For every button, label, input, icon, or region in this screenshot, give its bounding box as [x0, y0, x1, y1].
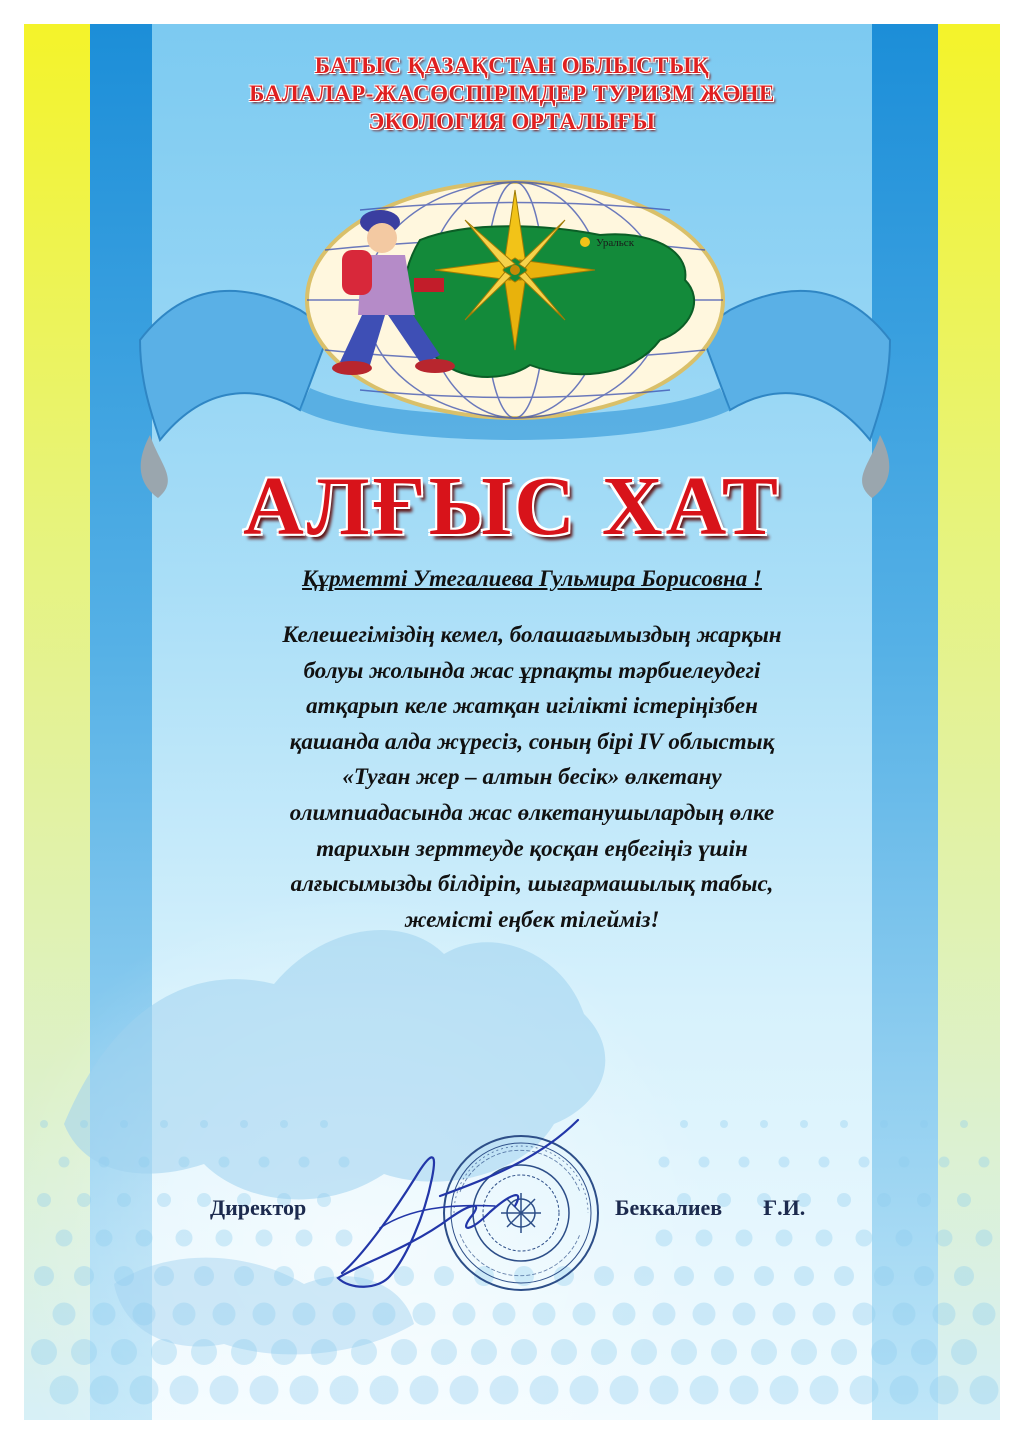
gratitude-line: Келешегіміздің кемел, болашағымыздың жарқын: [282, 622, 782, 647]
org-name-line-1: БАТЫС ҚАЗАҚСТАН ОБЛЫСТЫҚ: [314, 53, 710, 78]
halftone-dot: [253, 1303, 276, 1326]
halftone-dot: [751, 1339, 777, 1365]
halftone-dot: [613, 1303, 636, 1326]
gratitude-line: олимпиадасында жас өлкетанушылардың өлке: [289, 799, 775, 825]
halftone-dot: [573, 1303, 596, 1326]
halftone-dot: [819, 1157, 830, 1168]
halftone-dot: [293, 1303, 316, 1326]
halftone-dot: [659, 1157, 670, 1168]
halftone-dot: [391, 1339, 417, 1365]
halftone-dot: [530, 1376, 559, 1405]
halftone-dot: [256, 1230, 273, 1247]
halftone-dot: [690, 1376, 719, 1405]
halftone-dot: [173, 1303, 196, 1326]
halftone-dot: [296, 1230, 313, 1247]
halftone-dot: [80, 1120, 88, 1128]
halftone-dot: [877, 1193, 891, 1207]
handwritten-signature: [320, 1108, 590, 1298]
halftone-dot: [133, 1303, 156, 1326]
halftone-dot: [859, 1157, 870, 1168]
director-initials: Ғ.И.: [763, 1195, 806, 1220]
halftone-dot: [160, 1120, 168, 1128]
halftone-dot: [157, 1193, 171, 1207]
gratitude-line: болуы жолында жас ұрпақты тәрбиелеудегі: [303, 657, 761, 683]
halftone-dot: [471, 1339, 497, 1365]
gratitude-text: [0, 617, 1024, 937]
halftone-dot: [671, 1339, 697, 1365]
halftone-dot: [853, 1303, 876, 1326]
halftone-dot: [837, 1193, 851, 1207]
halftone-dot: [773, 1303, 796, 1326]
halftone-dot: [71, 1339, 97, 1365]
halftone-dot: [800, 1120, 808, 1128]
gratitude-line: қашанда алда жүресіз, соның бірі IV облыстық: [289, 728, 775, 754]
halftone-dot: [770, 1376, 799, 1405]
halftone-dot: [333, 1303, 356, 1326]
halftone-dot: [413, 1303, 436, 1326]
halftone-dot: [56, 1230, 73, 1247]
org-name-line-2: БАЛАЛАР-ЖАСӨСПІРІМДЕР ТУРИЗМ ЖӘНЕ: [249, 81, 775, 106]
halftone-dot: [179, 1157, 190, 1168]
halftone-dot: [280, 1120, 288, 1128]
halftone-dot: [920, 1120, 928, 1128]
ribbon-left: [140, 291, 330, 440]
halftone-dot: [951, 1339, 977, 1365]
halftone-dot: [840, 1120, 848, 1128]
halftone-dot: [299, 1157, 310, 1168]
halftone-dot: [271, 1339, 297, 1365]
halftone-dot: [40, 1120, 48, 1128]
halftone-dot: [290, 1376, 319, 1405]
halftone-dot: [410, 1376, 439, 1405]
halftone-dot: [871, 1339, 897, 1365]
halftone-dot: [634, 1266, 654, 1286]
halftone-dot: [231, 1339, 257, 1365]
gratitude-line: алғысымызды білдіріп, шығармашылық табыс,: [290, 871, 774, 897]
halftone-dot: [816, 1230, 833, 1247]
halftone-dot: [240, 1120, 248, 1128]
halftone-dot: [976, 1230, 993, 1247]
gratitude-line: «Туған жер – алтын бесік» өлкетану: [342, 764, 722, 790]
halftone-dot: [490, 1376, 519, 1405]
halftone-dot: [120, 1120, 128, 1128]
halftone-dot: [754, 1266, 774, 1286]
halftone-dot: [50, 1376, 79, 1405]
halftone-dot: [90, 1376, 119, 1405]
halftone-dot: [59, 1157, 70, 1168]
halftone-dot: [957, 1193, 971, 1207]
halftone-dot: [939, 1157, 950, 1168]
halftone-dot: [693, 1303, 716, 1326]
halftone-dot: [130, 1376, 159, 1405]
halftone-dot: [450, 1376, 479, 1405]
halftone-dot: [259, 1157, 270, 1168]
halftone-dot: [453, 1303, 476, 1326]
halftone-dot: [813, 1303, 836, 1326]
halftone-dot: [37, 1193, 51, 1207]
halftone-dot: [114, 1266, 134, 1286]
halftone-dot: [856, 1230, 873, 1247]
halftone-dot: [933, 1303, 956, 1326]
halftone-dot: [117, 1193, 131, 1207]
halftone-dot: [210, 1376, 239, 1405]
halftone-dot: [760, 1120, 768, 1128]
halftone-dot: [779, 1157, 790, 1168]
halftone-dot: [234, 1266, 254, 1286]
halftone-dot: [650, 1376, 679, 1405]
director-surname: Беккалиев: [615, 1195, 723, 1220]
halftone-dot: [373, 1303, 396, 1326]
halftone-dot: [34, 1266, 54, 1286]
halftone-dot: [631, 1339, 657, 1365]
halftone-dot: [911, 1339, 937, 1365]
halftone-dot: [213, 1303, 236, 1326]
halftone-dot: [493, 1303, 516, 1326]
director-label: Директор: [210, 1195, 307, 1220]
halftone-dot: [880, 1120, 888, 1128]
halftone-dot: [733, 1303, 756, 1326]
halftone-dot: [53, 1303, 76, 1326]
halftone-dot: [973, 1303, 996, 1326]
city-dot: [580, 237, 590, 247]
halftone-dot: [197, 1193, 211, 1207]
halftone-dot: [699, 1157, 710, 1168]
halftone-dot: [219, 1157, 230, 1168]
halftone-dot: [896, 1230, 913, 1247]
halftone-dot: [850, 1376, 879, 1405]
halftone-dot: [810, 1376, 839, 1405]
halftone-dot: [96, 1230, 113, 1247]
org-name-line-3: ЭКОЛОГИЯ ОРТАЛЫҒЫ: [368, 109, 656, 134]
halftone-dot: [570, 1376, 599, 1405]
halftone-dot: [74, 1266, 94, 1286]
halftone-dot: [899, 1157, 910, 1168]
halftone-dot: [139, 1157, 150, 1168]
halftone-dot: [653, 1303, 676, 1326]
halftone-dot: [936, 1230, 953, 1247]
halftone-dot: [610, 1376, 639, 1405]
halftone-dot: [680, 1120, 688, 1128]
recipient-greeting: Құрметті Утегалиева Гульмира Борисовна !: [302, 566, 762, 591]
halftone-dot: [893, 1303, 916, 1326]
halftone-dot: [176, 1230, 193, 1247]
certificate-title: АЛҒЫС ХАТ: [243, 460, 781, 553]
halftone-dot: [431, 1339, 457, 1365]
halftone-dot: [914, 1266, 934, 1286]
map-city-label: Уральск: [596, 237, 635, 249]
halftone-dot: [970, 1376, 999, 1405]
halftone-dot: [831, 1339, 857, 1365]
halftone-dot: [874, 1266, 894, 1286]
halftone-dot: [216, 1230, 233, 1247]
halftone-dot: [93, 1303, 116, 1326]
halftone-dot: [533, 1303, 556, 1326]
halftone-dot: [170, 1376, 199, 1405]
halftone-dot: [714, 1266, 734, 1286]
halftone-dot: [250, 1376, 279, 1405]
gratitude-line: жемісті еңбек тілейміз!: [404, 906, 660, 932]
halftone-dot: [730, 1376, 759, 1405]
gratitude-line: тарихын зерттеуде қосқан еңбегіңіз үшін: [316, 835, 748, 861]
gratitude-line: атқарып келе жатқан игілікті істеріңізбен: [306, 693, 758, 719]
ribbon-right: [700, 291, 890, 440]
halftone-dot: [274, 1266, 294, 1286]
halftone-dot: [311, 1339, 337, 1365]
halftone-dot: [979, 1157, 990, 1168]
halftone-dot: [191, 1339, 217, 1365]
halftone-dot: [656, 1230, 673, 1247]
director-name: [615, 1195, 805, 1221]
halftone-dot: [739, 1157, 750, 1168]
halftone-dot: [960, 1120, 968, 1128]
halftone-dot: [736, 1230, 753, 1247]
halftone-dot: [111, 1339, 137, 1365]
halftone-dot: [791, 1339, 817, 1365]
halftone-dot: [930, 1376, 959, 1405]
halftone-dot: [711, 1339, 737, 1365]
halftone-dot: [696, 1230, 713, 1247]
halftone-dot: [834, 1266, 854, 1286]
halftone-dot: [151, 1339, 177, 1365]
halftone-dot: [551, 1339, 577, 1365]
halftone-dot: [794, 1266, 814, 1286]
emblem: [130, 180, 900, 500]
halftone-dot: [136, 1230, 153, 1247]
halftone-dot: [99, 1157, 110, 1168]
halftone-dot: [31, 1339, 57, 1365]
halftone-dot: [194, 1266, 214, 1286]
halftone-dot: [351, 1339, 377, 1365]
halftone-dot: [674, 1266, 694, 1286]
halftone-dot: [720, 1120, 728, 1128]
halftone-dot: [917, 1193, 931, 1207]
halftone-dot: [511, 1339, 537, 1365]
halftone-dot: [370, 1376, 399, 1405]
halftone-dot: [154, 1266, 174, 1286]
halftone-dot: [200, 1120, 208, 1128]
halftone-dot: [591, 1339, 617, 1365]
halftone-dot: [890, 1376, 919, 1405]
halftone-dot: [954, 1266, 974, 1286]
halftone-dot: [330, 1376, 359, 1405]
halftone-dot: [776, 1230, 793, 1247]
halftone-dot: [77, 1193, 91, 1207]
